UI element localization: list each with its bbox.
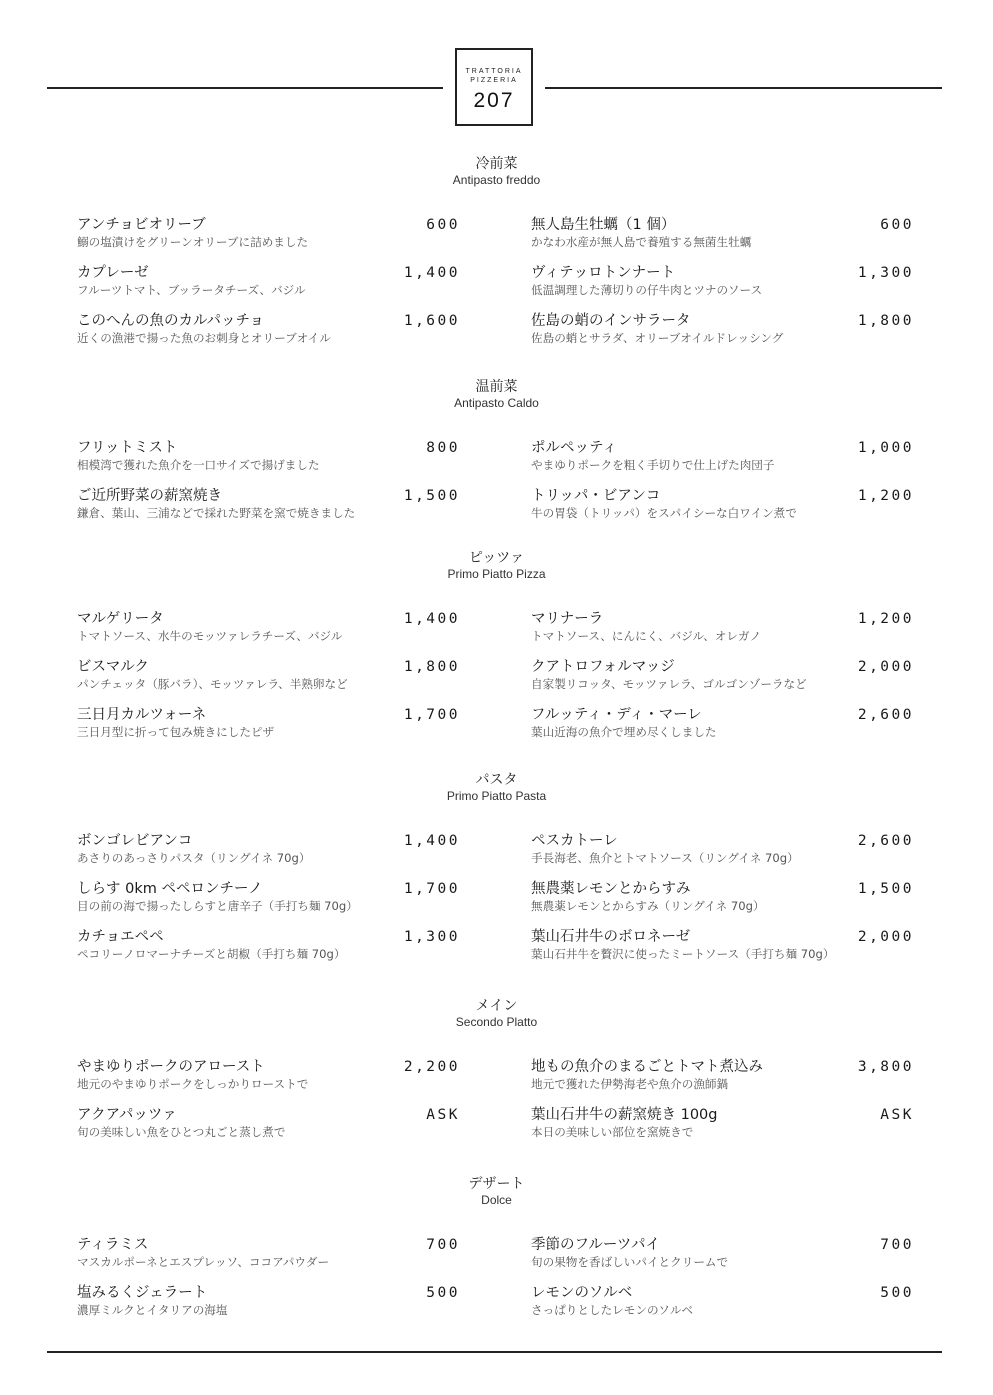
menu-section <box>0 378 993 520</box>
menu-item <box>77 216 460 256</box>
item-price: 1,600 <box>403 313 460 329</box>
item-name: 塩みるくジェラート <box>77 1285 208 1301</box>
menu-item <box>531 487 914 527</box>
menu-item <box>531 610 914 650</box>
top-rule-left <box>47 87 443 89</box>
section-title-it: Antipasto freddo <box>452 173 541 187</box>
item-name: トリッパ・ビアンコ <box>531 488 661 504</box>
section-title-it: Antipasto Caldo <box>454 396 539 410</box>
item-price: 1,400 <box>403 265 460 281</box>
item-name: 季節のフルーツパイ <box>531 1237 661 1253</box>
item-price: 1,000 <box>857 440 914 456</box>
item-description: 低温調理した薄切りの仔牛肉とツナのソース <box>531 283 763 297</box>
item-description: 目の前の海で揚ったしらすと唐辛子（手打ち麺 70g） <box>77 899 358 913</box>
menu-item <box>531 264 914 304</box>
item-price: 2,600 <box>857 707 914 723</box>
item-name: フリットミスト <box>77 440 178 456</box>
item-price: 1,800 <box>403 659 460 675</box>
section-header <box>0 997 993 1067</box>
section-header <box>0 378 993 448</box>
item-description: 地元で獲れた伊勢海老や魚介の漁師鍋 <box>531 1077 729 1091</box>
item-name: カチョエペペ <box>77 929 164 945</box>
menu-item <box>77 312 460 352</box>
item-name: ペスカトーレ <box>531 833 618 849</box>
item-name: ティラミス <box>77 1237 149 1253</box>
item-description: フルーツトマト、ブッラータチーズ、バジル <box>77 283 306 297</box>
item-price: 700 <box>426 1237 460 1253</box>
menu-section <box>0 1175 993 1317</box>
item-description: 鰯の塩漬けをグリーンオリーブに詰めました <box>77 235 309 249</box>
item-description: 無農薬レモンとからすみ（リングイネ 70g） <box>531 899 765 913</box>
item-price: 3,800 <box>857 1059 914 1075</box>
item-name: しらす 0km ペペロンチーノ <box>77 881 263 897</box>
item-name: 葉山石井牛のボロネーゼ <box>531 929 691 945</box>
section-title-ja: メイン <box>475 998 518 1014</box>
item-description: 旬の果物を香ばしいパイとクリームで <box>531 1255 729 1269</box>
item-price: 500 <box>426 1285 460 1301</box>
menu-item <box>77 610 460 650</box>
item-description: 旬の美味しい魚をひとつ丸ごと蒸し煮で <box>77 1125 286 1139</box>
item-name: カプレーゼ <box>77 265 149 281</box>
menu-item <box>77 1236 460 1276</box>
item-price: ASK <box>426 1107 460 1123</box>
menu-item <box>77 880 460 920</box>
item-description: 地元のやまゆりポークをしっかりローストで <box>77 1077 309 1091</box>
item-description: 手長海老、魚介とトマトソース（リングイネ 70g） <box>531 851 799 865</box>
item-price: 2,200 <box>403 1059 460 1075</box>
item-price: 500 <box>880 1285 914 1301</box>
menu-item <box>531 1284 914 1324</box>
section-title-it: Primo Piatto Pasta <box>446 789 547 803</box>
item-description: 自家製リコッタ、モッツァレラ、ゴルゴンゾーラなど <box>531 677 807 691</box>
menu-item <box>77 439 460 479</box>
section-title-it: Secondo Platto <box>455 1015 538 1029</box>
section-title-ja: 冷前菜 <box>475 156 518 172</box>
item-description: 葉山近海の魚介で埋め尽くしました <box>531 725 717 739</box>
menu-item <box>531 312 914 352</box>
item-price: 1,800 <box>857 313 914 329</box>
menu-item <box>531 658 914 698</box>
item-price: 1,700 <box>403 881 460 897</box>
item-description: ペコリーノロマーナチーズと胡椒（手打ち麺 70g） <box>77 947 346 961</box>
item-price: 1,400 <box>403 611 460 627</box>
menu-item <box>77 928 460 968</box>
section-title-it: Primo Piatto Pizza <box>447 567 546 581</box>
item-name: 葉山石井牛の薪窯焼き 100g <box>531 1107 718 1123</box>
item-description: 近くの漁港で揚った魚のお刺身とオリーブオイル <box>77 331 331 345</box>
item-name: やまゆりポークのアロースト <box>77 1059 265 1075</box>
item-description: トマトソース、にんにく、バジル、オレガノ <box>531 629 762 643</box>
menu-item <box>77 832 460 872</box>
item-price: 600 <box>880 217 914 233</box>
menu-item <box>77 1106 460 1146</box>
bottom-rule <box>47 1351 942 1353</box>
item-name: 地もの魚介のまるごとトマト煮込み <box>531 1059 763 1075</box>
item-description: 濃厚ミルクとイタリアの海塩 <box>77 1303 228 1317</box>
item-price: ASK <box>880 1107 914 1123</box>
item-price: 700 <box>880 1237 914 1253</box>
item-description: 鎌倉、葉山、三浦などで採れた野菜を窯で焼きました <box>77 506 356 520</box>
item-price: 1,200 <box>857 488 914 504</box>
section-header <box>0 549 993 619</box>
item-description: トマトソース、水牛のモッツァレラチーズ、バジル <box>77 629 343 643</box>
item-name: 無農薬レモンとからすみ <box>531 881 691 897</box>
item-name: ヴィテッロトンナート <box>531 265 676 281</box>
item-name: アクアパッツァ <box>77 1107 177 1123</box>
item-name: フルッティ・ディ・マーレ <box>531 707 702 723</box>
menu-section <box>0 549 993 739</box>
item-name: ポルペッティ <box>531 440 617 456</box>
menu-item <box>531 880 914 920</box>
item-name: マルゲリータ <box>77 611 164 627</box>
menu-item <box>531 1058 914 1098</box>
item-price: 1,400 <box>403 833 460 849</box>
item-name: ビスマルク <box>77 659 149 675</box>
item-description: 本日の美味しい部位を窯焼きで <box>531 1125 694 1139</box>
item-description: さっぱりとしたレモンのソルベ <box>531 1303 694 1317</box>
restaurant-logo <box>455 48 533 126</box>
item-description: かなわ水産が無人島で養殖する無菌生牡蠣 <box>531 235 752 249</box>
menu-section <box>0 997 993 1139</box>
item-description: あさりのあっさりパスタ（リングイネ 70g） <box>77 851 311 865</box>
menu-item <box>531 706 914 746</box>
item-name: 佐島の蛸のインサラータ <box>531 313 691 329</box>
item-price: 2,600 <box>857 833 914 849</box>
menu-item <box>77 264 460 304</box>
section-header <box>0 155 993 225</box>
menu-item <box>531 1106 914 1146</box>
top-rule-right <box>545 87 942 89</box>
section-title-ja: ピッツァ <box>468 550 525 566</box>
menu-item <box>531 832 914 872</box>
menu-section <box>0 771 993 961</box>
logo-line-trattoria: TRATTORIA <box>465 68 523 75</box>
item-name: 無人島生牡蠣（1 個） <box>531 217 676 233</box>
item-price: 1,700 <box>403 707 460 723</box>
menu-item <box>77 658 460 698</box>
item-price: 2,000 <box>857 929 914 945</box>
item-price: 2,000 <box>857 659 914 675</box>
menu-section <box>0 155 993 345</box>
logo-line-pizzeria: PIZZERIA <box>470 77 518 84</box>
section-title-ja: 温前菜 <box>475 379 518 395</box>
item-description: 牛の胃袋（トリッパ）をスパイシーな白ワイン煮で <box>531 506 797 520</box>
item-description: 葉山石井牛を贅沢に使ったミートソース（手打ち麺 70g） <box>531 947 835 961</box>
item-price: 800 <box>426 440 460 456</box>
item-name: このへんの魚のカルパッチョ <box>77 313 265 329</box>
section-header <box>0 1175 993 1245</box>
item-price: 1,200 <box>857 611 914 627</box>
section-title-ja: パスタ <box>475 772 518 788</box>
menu-item <box>77 1058 460 1098</box>
logo-number: 207 <box>473 89 515 112</box>
item-price: 1,500 <box>403 488 460 504</box>
section-header <box>0 771 993 841</box>
item-price: 1,300 <box>857 265 914 281</box>
item-price: 600 <box>426 217 460 233</box>
section-title-it: Dolce <box>481 1193 512 1207</box>
item-description: パンチェッタ（豚バラ）、モッツァレラ、半熟卵など <box>77 677 348 691</box>
item-price: 1,500 <box>857 881 914 897</box>
menu-item <box>531 216 914 256</box>
item-name: マリナーラ <box>531 611 604 627</box>
item-name: 三日月カルツォーネ <box>77 707 207 723</box>
item-name: レモンのソルベ <box>531 1285 633 1301</box>
item-description: 相模湾で獲れた魚介を一口サイズで揚げました <box>77 458 320 472</box>
menu-item <box>531 1236 914 1276</box>
item-name: アンチョビオリーブ <box>77 217 206 233</box>
item-name: ご近所野菜の薪窯焼き <box>77 488 222 504</box>
item-description: やまゆりポークを粗く手切りで仕上げた肉団子 <box>531 458 775 472</box>
menu-item <box>531 439 914 479</box>
item-description: マスカルポーネとエスプレッソ、ココアパウダー <box>77 1255 330 1269</box>
section-title-ja: デザート <box>468 1176 525 1192</box>
menu-item <box>77 487 460 527</box>
item-description: 佐島の蛸とサラダ、オリーブオイルドレッシング <box>531 331 784 345</box>
item-name: クアトロフォルマッジ <box>531 659 675 675</box>
menu-item <box>531 928 914 968</box>
item-name: ボンゴレビアンコ <box>77 833 193 849</box>
menu-item <box>77 1284 460 1324</box>
menu-item <box>77 706 460 746</box>
item-price: 1,300 <box>403 929 460 945</box>
item-description: 三日月型に折って包み焼きにしたピザ <box>77 725 275 739</box>
